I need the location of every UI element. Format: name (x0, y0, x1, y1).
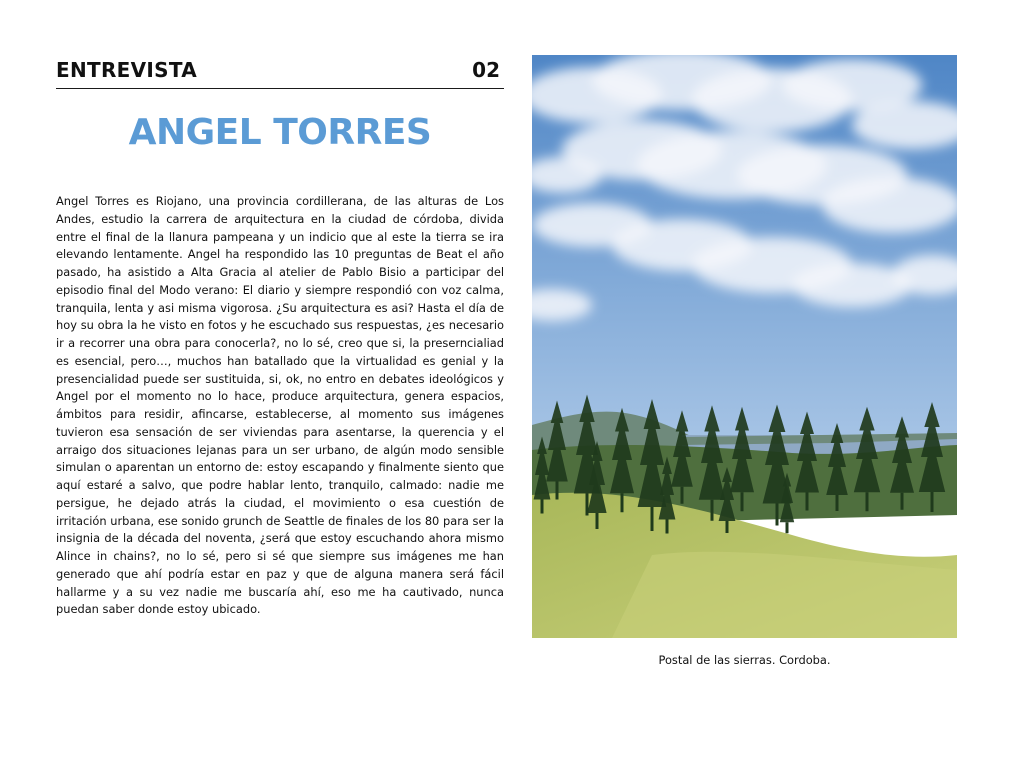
photo-caption: Postal de las sierras. Cordoba. (658, 653, 831, 667)
landscape-illustration (532, 55, 957, 638)
article-body: Angel Torres es Riojano, una provincia cordillerana, de las alturas de Los Andes, estudio la carrera de arquitectura en la ciudad de córdoba, divida entre el final de la llanura pampeana y un indicio que al este la tierra se ira elevando lentamente. Angel ha respondido las 10 preguntas de Beat el año pasado, ha asistido a Alta Gracia al atelier de Pablo Bisio a participar del episodio final del Modo verano: El diario y siempre respondió con voz calma, tranquila, lenta y asi misma vigorosa. ¿Su arquitectura es asi? Hasta el día de hoy su obra la he visto en fotos y he escuchado sus respuestas, ¿es necesario ir a recorrer una obra para conocerla?, no lo sé, creo que si, la preserncialiad es esencial, pero…, muchos han batallado que la virtualidad es genial y la presencialidad puede ser sustituida, si, ok, no entro en debates ideológicos y Angel por el momento no lo hace, produce arquitectura, genera espacios, ámbitos para residir, afincarse, establecerse, al momento sus imágenes tuvieron esa sensación de ser viviendas para asentarse, la querencia y el arraigo dos situaciones lejanas para un ser urbano, de algún modo sensible simulan o aparentan un entorno de: estoy escapando y finalmente siento que aquí estaré a salvo, que podre hablar lento, tranquilo, calmado: nadie me persigue, he dejado atrás la ciudad, el movimiento o esa cuestión de irritación urbana, ese sonido grunch de Seattle de finales de los 80 para ser la insignia de la década del noventa, ¿será que estoy escuchando ahora mismo Alince in chains?, no lo sé, pero si sé que siempre sus imágenes me han generado que ahí podría estar en paz y que de alguna manera será fácil hallarme y a su vez nadie me buscaría ahí, eso me ha cautivado, nunca puedan saber donde estoy ubicado. (56, 194, 504, 617)
section-label: ENTREVISTA (56, 58, 197, 82)
page-header (56, 58, 504, 89)
article-title: ANGEL TORRES (128, 112, 432, 153)
landscape-photo (532, 55, 957, 638)
page-number: 02 (472, 58, 500, 82)
